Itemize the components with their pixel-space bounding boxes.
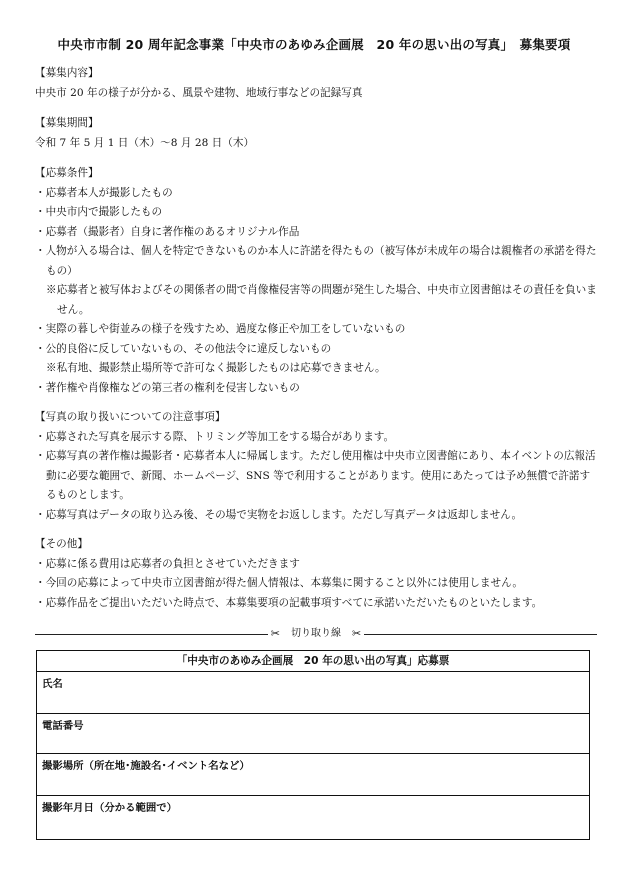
list-item: ・応募作品をご提出いただいた時点で、本募集要項の記載事項すべてに承諾いただいたものといたします。: [35, 596, 543, 609]
field-label: 氏名: [42, 678, 63, 690]
field-label: 撮影場所（所在地･施設名･イベント名など）: [42, 760, 250, 772]
field-phone[interactable]: [37, 714, 589, 754]
list-item: ・応募写真はデータの取り込み後、その場で実物をお返しします。ただし写真データは返却しません。: [35, 508, 523, 521]
cut-line-dash-right: [364, 634, 597, 635]
section-conditions: [35, 164, 597, 398]
list-item: ・今回の応募によって中央市立図書館が得た個人情報は、本募集に関すること以外には使用しません。: [35, 577, 523, 589]
page-title: 中央市市制 20 周年記念事業「中央市のあゆみ企画展 20 年の思い出の写真」 募集要項: [57, 37, 571, 52]
field-label: 電話番号: [42, 720, 84, 732]
list-item: ・応募者本人が撮影したもの: [35, 186, 173, 199]
list-item: ・公的良俗に反していないもの、その他法令に違反しないもの: [35, 342, 332, 355]
field-location[interactable]: [37, 754, 589, 796]
entry-form: [36, 650, 590, 840]
section-heading-conditions: 【応募条件】: [35, 167, 99, 179]
list-item: ・中央市内で撮影したもの: [35, 206, 163, 218]
note-item: ※私有地、撮影禁止場所等で許可なく撮影したものは応募できません。: [46, 362, 386, 374]
list-item: ・実際の暮しや街並みの様子を残すため、過度な修正や加工をしていないもの: [35, 323, 406, 335]
cut-line-label: 切り取り線: [291, 628, 341, 639]
section-text-content: 中央市 20 年の様子が分かる、風景や建物、地域行事などの記録写真: [35, 86, 363, 99]
scissors-icon: ✂: [352, 627, 362, 640]
field-name[interactable]: [37, 672, 589, 714]
section-text-period: 令和 7 年 5 月 1 日（木）～8 月 28 日（木）: [35, 136, 255, 149]
field-date[interactable]: [37, 796, 589, 839]
section-heading-handling: 【写真の取り扱いについての注意事項】: [35, 411, 226, 423]
list-item: ・応募者（撮影者）自身に著作権のあるオリジナル作品: [35, 225, 300, 238]
section-heading-content: 【募集内容】: [35, 67, 99, 79]
list-item: ・人物が入る場合は、個人を特定できないものか本人に許諾を得たもの（被写体が未成年の場合は親権者の承諾を得たもの）: [35, 245, 597, 277]
scissors-icon: ✂: [270, 627, 280, 640]
section-content: [35, 64, 597, 103]
list-item: ・著作権や肖像権などの第三者の権利を侵害しないもの: [35, 381, 300, 394]
note-item: ※応募者と被写体およびその関係者の間で肖像権侵害等の問題が発生した場合、中央市立図書館はその責任を負いません。: [46, 284, 597, 316]
cut-line: [35, 626, 597, 642]
list-item: ・応募に係る費用は応募者の負担とさせていただきます: [35, 557, 300, 570]
entry-form-title: 「中央市のあゆみ企画展 20 年の思い出の写真」応募票: [37, 651, 589, 672]
section-heading-period: 【募集期間】: [35, 117, 99, 129]
field-label: 撮影年月日（分かる範囲で）: [42, 802, 178, 814]
list-item: ・応募写真の著作権は撮影者・応募者本人に帰属します。ただし使用権は中央市立図書館にあり、本イベントの広報活動に必要な範囲で、新聞、ホームページ、SNS 等で利用することがあります。使用にあたっては予め無償で許諾するものとします。: [35, 450, 596, 501]
list-item: ・応募された写真を展示する際、トリミング等加工をする場合があります。: [35, 430, 395, 443]
section-other: [35, 535, 597, 613]
cut-line-dash-left: [35, 634, 268, 635]
section-heading-other: 【その他】: [35, 538, 88, 550]
section-period: [35, 114, 597, 153]
section-handling: [35, 408, 597, 525]
